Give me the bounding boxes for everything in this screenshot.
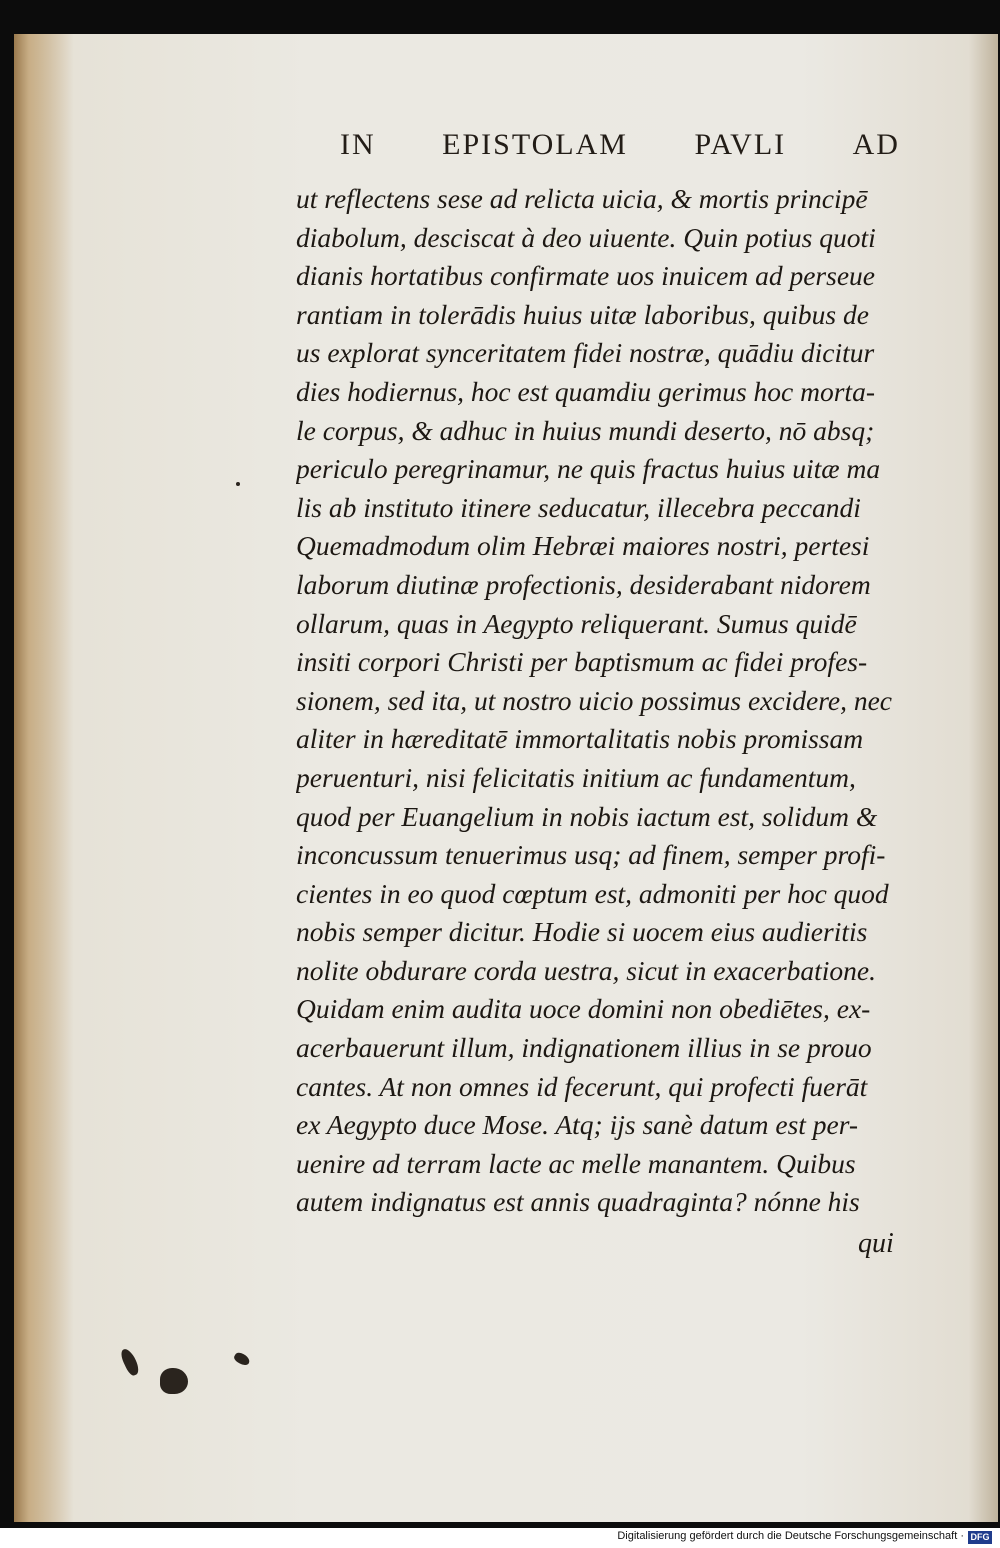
text-line: diabolum, desciscat à deo uiuente. Quin potius quoti	[296, 221, 876, 253]
page-binding-edge	[14, 34, 74, 1522]
text-line: cientes in eo quod cœptum est, admoniti per hoc quod	[296, 877, 889, 909]
text-line: rantiam in tolerādis huius uitæ laboribus, quibus de	[296, 298, 869, 330]
text-line: cantes. At non omnes id fecerunt, qui profecti fuerāt	[296, 1070, 868, 1102]
text-line: ut reflectens sese ad relicta uicia, & mortis principē	[296, 183, 868, 214]
running-head-word: PAVLI	[694, 128, 787, 161]
text-line: nolite obdurare corda uestra, sicut in exacerbatione.	[296, 954, 876, 986]
text-line: Quemadmodum olim Hebræi maiores nostri, pertesi	[296, 530, 870, 562]
ink-stain	[160, 1368, 188, 1394]
text-line: le corpus, & adhuc in huius mundi deserto, nō absq;	[296, 414, 875, 446]
text-line: quod per Euangelium in nobis iactum est, solidum &	[296, 800, 878, 832]
text-line: acerbauerunt illum, indignationem illius in se prouo	[296, 1032, 872, 1064]
text-line: lis ab instituto itinere seducatur, illecebra peccandi	[296, 491, 861, 523]
text-line: ollarum, quas in Aegypto reliquerant. Sumus quidē	[296, 607, 857, 639]
text-line: autem indignatus est annis quadraginta? nónne his	[296, 1186, 860, 1218]
running-head-word: IN	[340, 128, 376, 161]
text-line: us explorat synceritatem fidei nostræ, quādiu dicitur	[296, 337, 875, 369]
catchword: qui	[858, 1228, 894, 1259]
body-text	[296, 180, 928, 1222]
text-line: Quidam enim audita uoce domini non obediētes, ex-	[296, 993, 871, 1025]
dfg-logo: DFG	[968, 1531, 992, 1544]
text-line: uenire ad terram lacte ac melle manantem. Quibus	[296, 1147, 856, 1179]
ink-speck	[236, 482, 240, 486]
running-head-word: AD	[852, 128, 900, 161]
text-line: periculo peregrinamur, ne quis fractus huius uitæ ma	[296, 453, 881, 485]
text-line: aliter in hæreditatē immortalitatis nobis promissam	[296, 723, 864, 755]
text-line: dies hodiernus, hoc est quamdiu gerimus hoc morta-	[296, 375, 875, 407]
text-line: nobis semper dicitur. Hodie si uocem eius audieritis	[296, 916, 868, 948]
running-head	[340, 128, 900, 162]
footer-credit: Digitalisierung gefördert durch die Deutsche Forschungsgemeinschaft ·	[617, 1530, 964, 1542]
text-line: peruenturi, nisi felicitatis initium ac fundamentum,	[296, 761, 856, 793]
text-line: dianis hortatibus confirmate uos inuicem ad perseue	[296, 260, 875, 292]
running-head-word: EPISTOLAM	[442, 128, 628, 161]
text-line: insiti corpori Christi per baptismum ac fidei profes-	[296, 646, 868, 678]
text-line: laborum diutinæ profectionis, desiderabant nidorem	[296, 568, 871, 600]
text-line: ex Aegypto duce Mose. Atq; ijs sanè datum est per-	[296, 1109, 859, 1141]
text-line: inconcussum tenuerimus usq; ad finem, semper profi-	[296, 839, 886, 871]
text-line: sionem, sed ita, ut nostro uicio possimus excidere, nec	[296, 684, 892, 716]
